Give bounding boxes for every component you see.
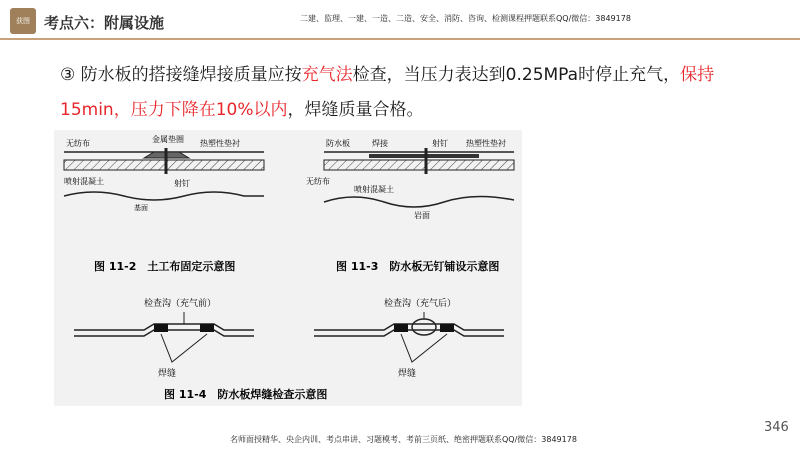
base-surface	[64, 192, 264, 200]
label-shotcrete: 喷射混凝土	[64, 177, 104, 186]
label-shotcrete-right: 喷射混凝土	[354, 185, 394, 194]
figure-11-4	[74, 297, 504, 401]
body-text-2: 检查，当压力表达到0.25MPa时停止充气，	[352, 65, 681, 85]
label-thermo-liner: 热塑性垫衬	[200, 139, 240, 148]
body-highlight-1: 充气法	[301, 65, 353, 85]
rock-surface	[324, 196, 514, 207]
figure-11-3	[306, 138, 514, 273]
label-metal-pad: 金属垫圈	[152, 135, 184, 144]
figure-panel	[54, 130, 522, 406]
inflated-groove	[412, 319, 436, 335]
board-line-after-top	[314, 324, 504, 330]
footer-note: 名师面授精华、央企内训、考点串讲、习题模考、考前三页纸、绝密押题联系QQ/微信：3849178	[230, 435, 577, 444]
weld-seam-shape	[369, 154, 479, 158]
caption-11-4: 图 11-4 防水板焊缝检查示意图	[164, 388, 328, 401]
label-base: 基面	[134, 204, 148, 212]
shotcrete-layer-right	[324, 160, 514, 170]
weld-block-after-1	[394, 324, 408, 332]
label-weld-after: 焊缝	[398, 369, 417, 379]
label-weld: 焊接	[372, 139, 388, 148]
body-highlight-2: 保持15min，压力下降在10%以内	[60, 65, 715, 120]
label-weld-before: 焊缝	[158, 369, 177, 379]
logo-text: 获图	[16, 17, 30, 25]
label-nonwoven-right: 无纺布	[306, 177, 330, 186]
label-thermo-liner-right: 热塑性垫衬	[466, 139, 506, 148]
header-note: 二建、监理、一建、一造、二造、安全、消防、咨询、检测课程押题联系QQ/微信：3849178	[300, 14, 631, 23]
label-rock: 岩面	[414, 211, 430, 220]
figure-11-2	[64, 134, 264, 273]
shotcrete-layer	[64, 160, 264, 170]
body-text-1: ③ 防水板的搭接缝焊接质量应按	[60, 65, 302, 85]
label-waterproof-board: 防水板	[326, 139, 350, 148]
weld-block-before-1	[154, 324, 168, 332]
label-groove-after: 检查沟（充气后）	[384, 299, 457, 309]
header-divider	[0, 38, 800, 40]
caption-11-2: 图 11-2 土工布固定示意图	[94, 260, 236, 273]
weld-block-after-2	[440, 324, 454, 332]
body-paragraph	[60, 58, 750, 128]
page-number: 346	[764, 420, 789, 435]
figure-drawings	[54, 130, 522, 406]
weld-pointer-after	[401, 334, 447, 362]
label-groove-before: 检查沟（充气前）	[144, 299, 217, 309]
section-title: 考点六：附属设施	[44, 14, 165, 32]
label-nail: 射钉	[174, 179, 190, 188]
caption-11-3: 图 11-3 防水板无钉铺设示意图	[336, 260, 500, 273]
weld-pointer-before	[161, 334, 207, 362]
body-text-3: ，焊缝质量合格。	[287, 100, 424, 120]
weld-block-before-2	[200, 324, 214, 332]
label-nonwoven: 无纺布	[66, 139, 90, 148]
logo	[10, 8, 36, 34]
label-nail-right: 射钉	[432, 139, 448, 148]
board-line-after-bottom	[314, 330, 504, 336]
